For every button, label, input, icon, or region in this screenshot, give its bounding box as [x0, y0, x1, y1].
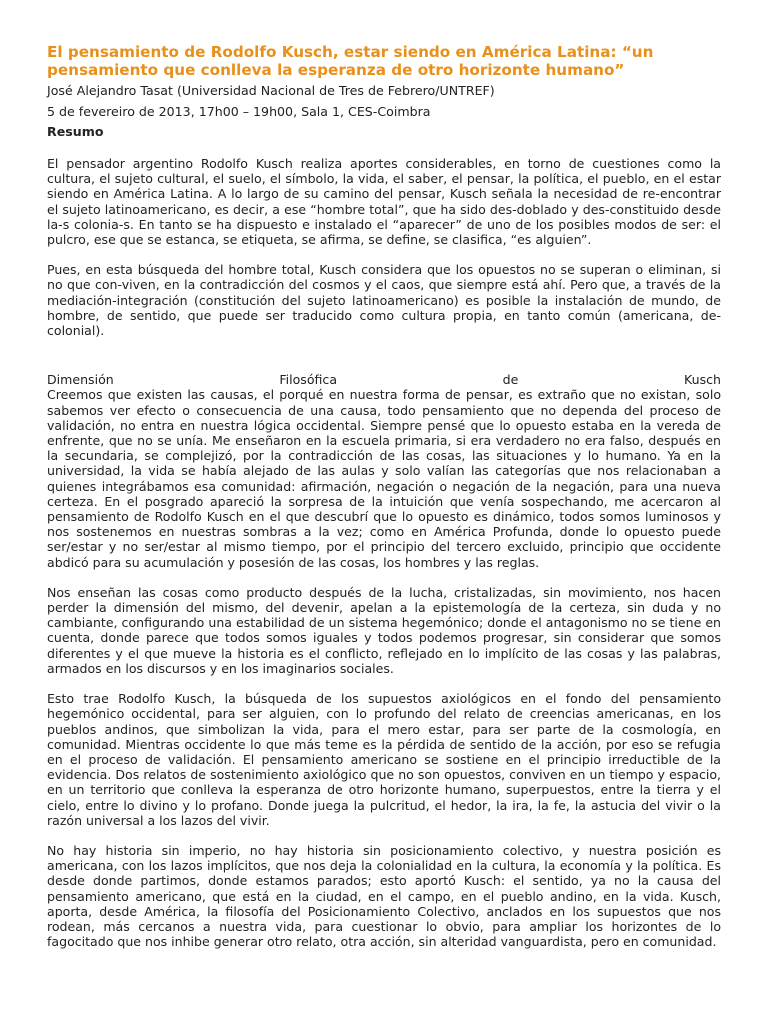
paragraph-3: Creemos que existen las causas, el porqué en nuestra forma de pensar, es extraño que no existan, solo sabemos ver efecto o consecuencia de una causa, todo pensamiento que no dependa del proceso de validación, no entra en nuestra lógica occidental. Siempre pensé que lo opuesto estaba en la vereda de enfrente, que no se unía. Me enseñaron en la escuela primaria, si era verdadero no era falso, después en la secundaria, se complejizó, por la contradicción de las cosas, las situaciones y lo humano. Ya en la universidad, la vida se había alejado de las aulas y solo valían las categorías que nos relacionaban a quienes integrábamos esa comunidad: afirmación, negación o negación de la negación, para una nueva certeza. En el posgrado apareció la sorpresa de la intuición que venía sospechando, me acercaron al pensamiento de Rodolfo Kusch en el que descubrí que lo opuesto es dinámico, todos somos luminosos y nos sostenemos en nuestras sombras a la vez; como en América Profunda, donde lo opuesto puede ser/estar y no ser/estar al mismo tiempo, por el principio del tercero excluido, principio que occidente abdicó para su acumulación y posesión de las cosas, los hombres y las reglas.: [47, 387, 721, 570]
section-heading-word: Kusch: [684, 372, 721, 388]
paragraph-6: No hay historia sin imperio, no hay historia sin posicionamiento colectivo, y nuestra posición es americana, con los lazos implícitos, que nos deja la colonialidad en la cultura, la economía y la política. Es desde donde partimos, donde estamos parados; esto aportó Kusch: el sentido, ya no la causa del pensamiento americano, que está en la ciudad, en el campo, en el pueblo andino, en la vida. Kusch, aporta, desde América, la filosofía del Posicionamiento Colectivo, anclados en los supuestos que nos rodean, más cercanos a nuestra vida, para cuestionar lo obvio, para ampliar los horizontes de lo fagocitado que nos inhibe generar otro relato, otra acción, sin alteridad vanguardista, pero en comunidad.: [47, 842, 721, 950]
document-title: El pensamiento de Rodolfo Kusch, estar siendo en América Latina: “un pensamiento que conlleva la esperanza de otro horizonte humano”: [47, 43, 654, 79]
date-place-line: 5 de fevereiro de 2013, 17h00 – 19h00, Sala 1, CES-Coimbra: [47, 104, 431, 119]
author-line: José Alejandro Tasat (Universidad Nacional de Tres de Febrero/UNTREF): [47, 83, 495, 98]
paragraph-1: El pensador argentino Rodolfo Kusch realiza aportes considerables, en torno de cuestiones como la cultura, el sujeto cultural, el suelo, el símbolo, la vida, el saber, el pensar, la política, el pueblo, en el estar siendo en América Latina. A lo largo de su camino del pensar, Kusch señala la necesidad de re-encontrar el sujeto latinoamericano, es decir, a ese “hombre total”, que ha sido des-doblado y des-constituido desde la-s colonia-s. En tanto se ha dispuesto e instalado el “aparecer” de uno de los posibles modos de ser: el pulcro, ese que se estanca, se etiqueta, se afirma, se define, se clasifica, “es alguien”.: [47, 156, 721, 248]
abstract-heading: Resumo: [47, 124, 104, 139]
section-heading-word: de: [502, 372, 519, 388]
section-heading-word: Filosófica: [279, 372, 338, 388]
section-heading-word: Dimensión: [47, 372, 114, 388]
section-heading: [47, 372, 721, 387]
paragraph-4: Nos enseñan las cosas como producto después de la lucha, cristalizadas, sin movimiento, nos hacen perder la dimensión del mismo, del devenir, apelan a la epistemología de la certeza, sin duda y no cambiante, configurando una estabilidad de un sistema hegemónico; donde el antagonismo no se tiene en cuenta, donde parece que todos somos iguales y todos podemos progresar, sin considerar que somos diferentes y el que mueve la historia es el conflicto, reflejado en lo implícito de las cosas y las palabras, armados en los discursos y en los imaginarios sociales.: [47, 584, 721, 676]
paragraph-2: Pues, en esta búsqueda del hombre total, Kusch considera que los opuestos no se superan o eliminan, si no que con-viven, en la contradicción del cosmos y el caos, que siempre está ahí. Pero que, a través de la mediación-integración (constitución del sujeto latinoamericano) es posible la instalación de mundo, de hombre, de sentido, que puede ser traducido como cultura propia, en tanto común (americana, de-colonial).: [47, 262, 721, 339]
document-page: [47, 43, 721, 949]
paragraph-5: Esto trae Rodolfo Kusch, la búsqueda de los supuestos axiológicos en el fondo del pensamiento hegemónico occidental, para ser alguien, con lo profundo del relato de creencias americanas, en los pueblos andinos, que simbolizan la vida, para el mero estar, para ser parte de la cosmología, en comunidad. Mientras occidente lo que más teme es la pérdida de sentido de la acción, por eso se refugia en el proceso de validación. El pensamiento americano se sostiene en el principio irreductible de la evidencia. Dos relatos de sostenimiento axiológico que no son opuestos, conviven en un tiempo y espacio, en un territorio que conlleva la esperanza de otro horizonte humano, superpuestos, entre la tierra y el cielo, entre lo divino y lo profano. Donde juega la pulcritud, el hedor, la ira, la fe, la astucia del vivir o la razón universal a los lazos del vivir.: [47, 691, 721, 828]
